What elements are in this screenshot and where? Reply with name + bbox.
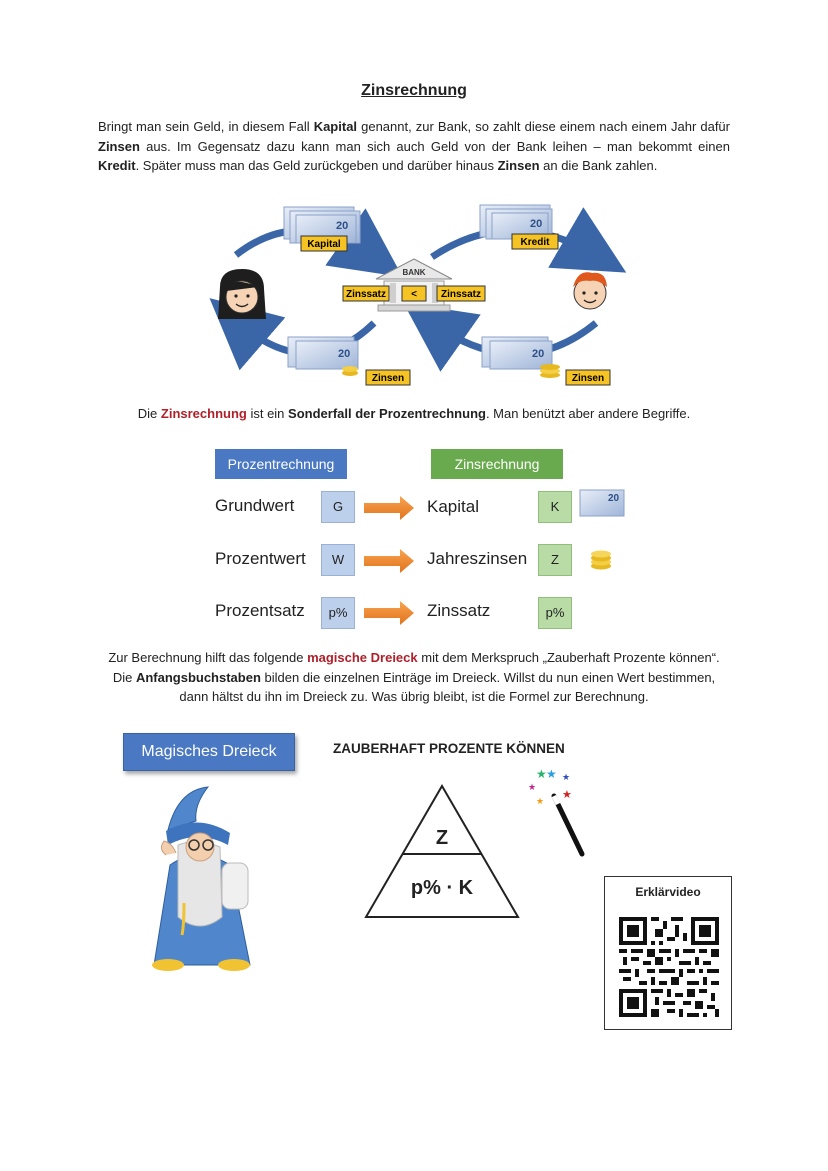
banknote-icon [580,490,624,516]
wizard-icon [138,785,278,975]
qr-title: Erklärvideo [635,885,701,899]
page-title: Zinsrechnung [361,82,467,99]
label-zinsen-right: Zinsen [571,373,605,384]
header-zinsrechnung: Zinsrechnung [431,449,563,479]
term-kapital: Kapital [427,497,479,516]
berechnung-text-1: Zur Berechnung hilft das folgende [108,650,308,665]
bank-cycle-diagram [0,195,828,395]
qr-code-box[interactable] [604,876,732,1030]
label-kredit: Kredit [520,237,550,248]
mapping-arrows [0,480,828,640]
qr-code-icon[interactable] [619,917,719,1017]
svg-text:20: 20 [338,348,351,360]
label-zinssatz-left: Zinssatz [345,289,387,300]
label-compare: < [411,289,417,300]
berechnung-bold: Anfangsbuchstaben [135,669,261,685]
svg-text:★: ★ [528,783,537,793]
bank-building-icon [376,259,452,311]
header-prozentrechnung: Prozentrechnung [215,449,347,479]
merkspruch: ZAUBERHAFT PROZENTE KÖNNEN [333,741,565,756]
intro-bold-zinsen: Zinsen [98,138,140,154]
term-prozentwert: Prozentwert [215,549,306,568]
berechnung-text-2: mit dem Merkspruch „Zauberhaft Prozente können“. Die [112,650,720,685]
label-zinsen-left: Zinsen [371,373,405,384]
term-zinssatz: Zinssatz [427,601,491,620]
berechnung-text-3: bilden die einzelnen Einträge im Dreieck. Willst du nun einen Wert bestimmen, dann hältst du ihn im Dreieck zu. Was übrig bleibt, ist die Formel zur Berechnung. [179,669,716,704]
svg-text:20: 20 [530,218,543,230]
arrow-icon-row1 [364,496,414,520]
sonderfall-text-1: Die [137,406,161,421]
intro-text-5: an die Bank zahlen. [539,158,658,173]
triangle-bottom-pk: p% · K [410,877,474,899]
intro-bold-kredit: Kredit [98,158,136,173]
intro-paragraph [98,117,730,176]
term-prozentsatz: Prozentsatz [215,601,305,620]
intro-text-3: aus. Im Gegensatz dazu kann man sich auch Geld von der Bank leihen – man bekommt einen [139,138,730,154]
svg-text:20: 20 [336,220,349,232]
sonderfall-bold: Sonderfall der Prozentrechnung [288,406,486,421]
term-jahreszinsen: Jahreszinsen [427,549,528,568]
coins-icon [591,551,611,570]
abbr-w: W [321,544,355,576]
abbr-g: G [321,491,355,523]
svg-text:BANK: BANK [402,268,426,277]
svg-text:★: ★ [546,768,557,781]
magisches-dreieck-label: Magisches Dreieck [123,733,295,771]
abbr-p-right: p% [538,597,572,629]
svg-text:★: ★ [536,768,547,781]
svg-text:★: ★ [562,773,571,783]
label-kapital: Kapital [307,239,341,250]
svg-text:★: ★ [536,797,545,807]
magic-triangle [363,782,523,922]
svg-text:★: ★ [562,788,572,801]
triangle-top-z: Z [435,827,449,849]
term-grundwert: Grundwert [215,496,295,515]
sonderfall-text-2: ist ein [246,406,289,421]
magic-wand-icon [524,768,594,858]
money-stack-zinsen-left [288,337,358,376]
label-zinssatz-right: Zinssatz [440,289,482,300]
arrow-icon-row3 [364,601,414,625]
intro-text-4: . Später muss man das Geld zurückgeben und darüber hinaus [135,158,498,173]
arrow-icon-row2 [364,549,414,573]
man-face-icon [573,272,607,309]
abbr-p-left: p% [321,597,355,629]
sonderfall-paragraph [98,404,730,424]
intro-bold-zinsen-2: Zinsen [497,158,540,173]
berechnung-paragraph [98,648,730,707]
intro-text-1: Bringt man sein Geld, in diesem Fall [98,119,314,134]
svg-text:20: 20 [608,493,620,504]
money-stack-zinsen-right [482,337,560,378]
abbr-z: Z [538,544,572,576]
woman-face-icon [218,269,266,319]
svg-text:20: 20 [532,348,545,360]
sonderfall-red-zinsrechnung: Zinsrechnung [160,406,247,421]
intro-bold-kapital: Kapital [313,119,358,134]
intro-text-2: genannt, zur Bank, so zahlt diese einem nach einem Jahr dafür [357,119,730,134]
berechnung-red-dreieck: magische Dreieck [307,650,418,665]
sonderfall-text-3: . Man benützt aber andere Begriffe. [485,406,691,421]
abbr-k: K [538,491,572,523]
